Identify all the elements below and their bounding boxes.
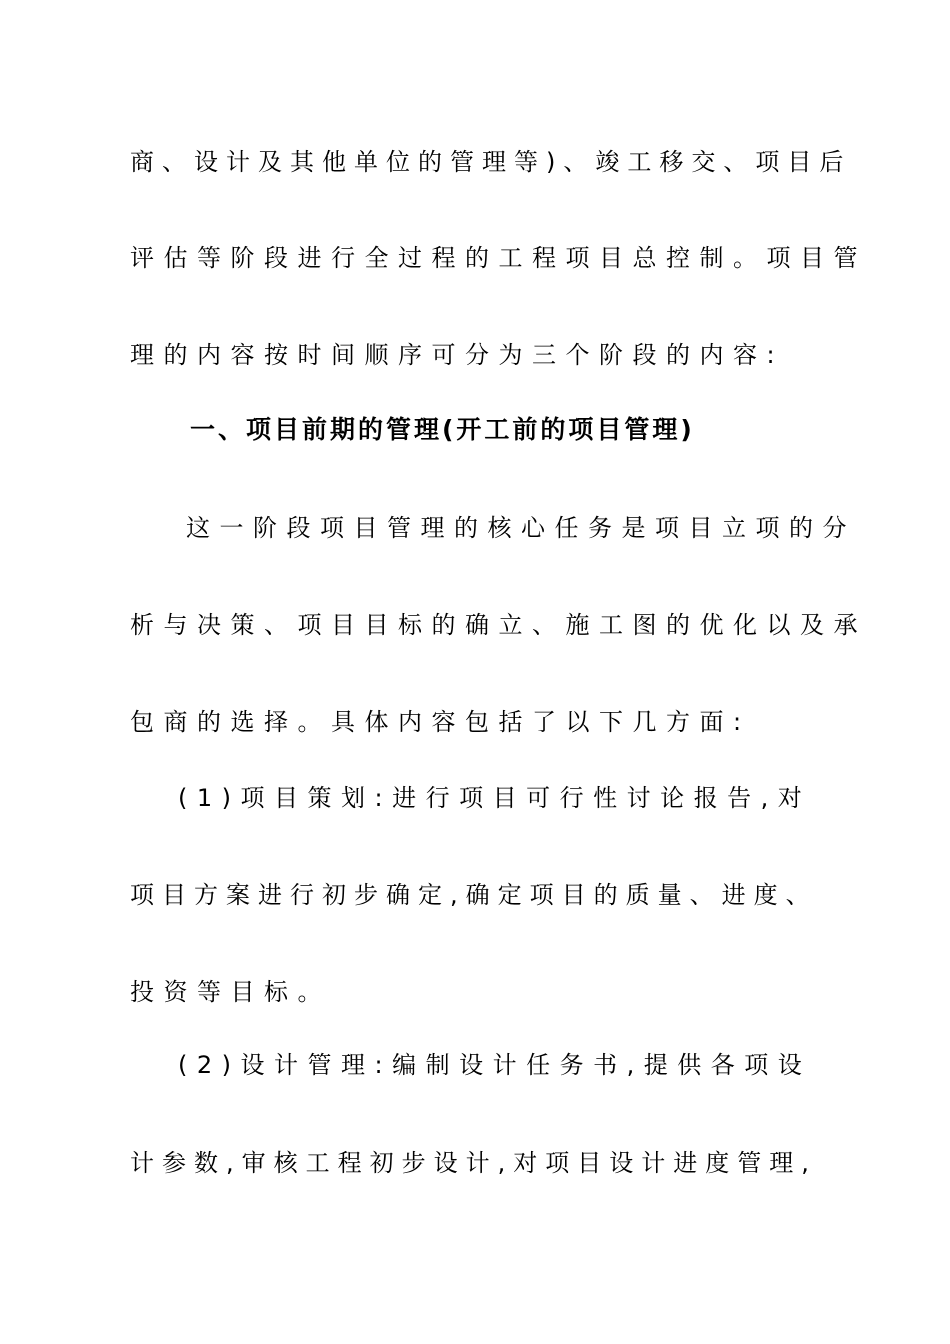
paragraph-line: 析与决策、项目目标的确立、施工图的优化以及承 (130, 611, 867, 639)
paragraph-line: 评估等阶段进行全过程的工程项目总控制。项目管 (130, 244, 867, 272)
paragraph-line: 包商的选择。具体内容包括了以下几方面: (130, 708, 751, 736)
paragraph-line: 商、设计及其他单位的管理等)、竣工移交、项目后 (130, 148, 852, 176)
paragraph-line: (1)项目策划:进行项目可行性讨论报告,对 (178, 784, 812, 812)
section-heading: 一、项目前期的管理(开工前的项目管理) (190, 415, 695, 444)
paragraph-line: 计参数,审核工程初步设计,对项目设计进度管理, (130, 1149, 817, 1177)
paragraph-line: (2)设计管理:编制设计任务书,提供各项设 (178, 1051, 812, 1079)
paragraph-line: 理的内容按时间顺序可分为三个阶段的内容: (130, 341, 785, 369)
paragraph-line: 项目方案进行初步确定,确定项目的质量、进度、 (130, 881, 818, 909)
paragraph-line: 投资等目标。 (130, 978, 331, 1006)
paragraph-line: 这一阶段项目管理的核心任务是项目立项的分 (186, 514, 856, 542)
